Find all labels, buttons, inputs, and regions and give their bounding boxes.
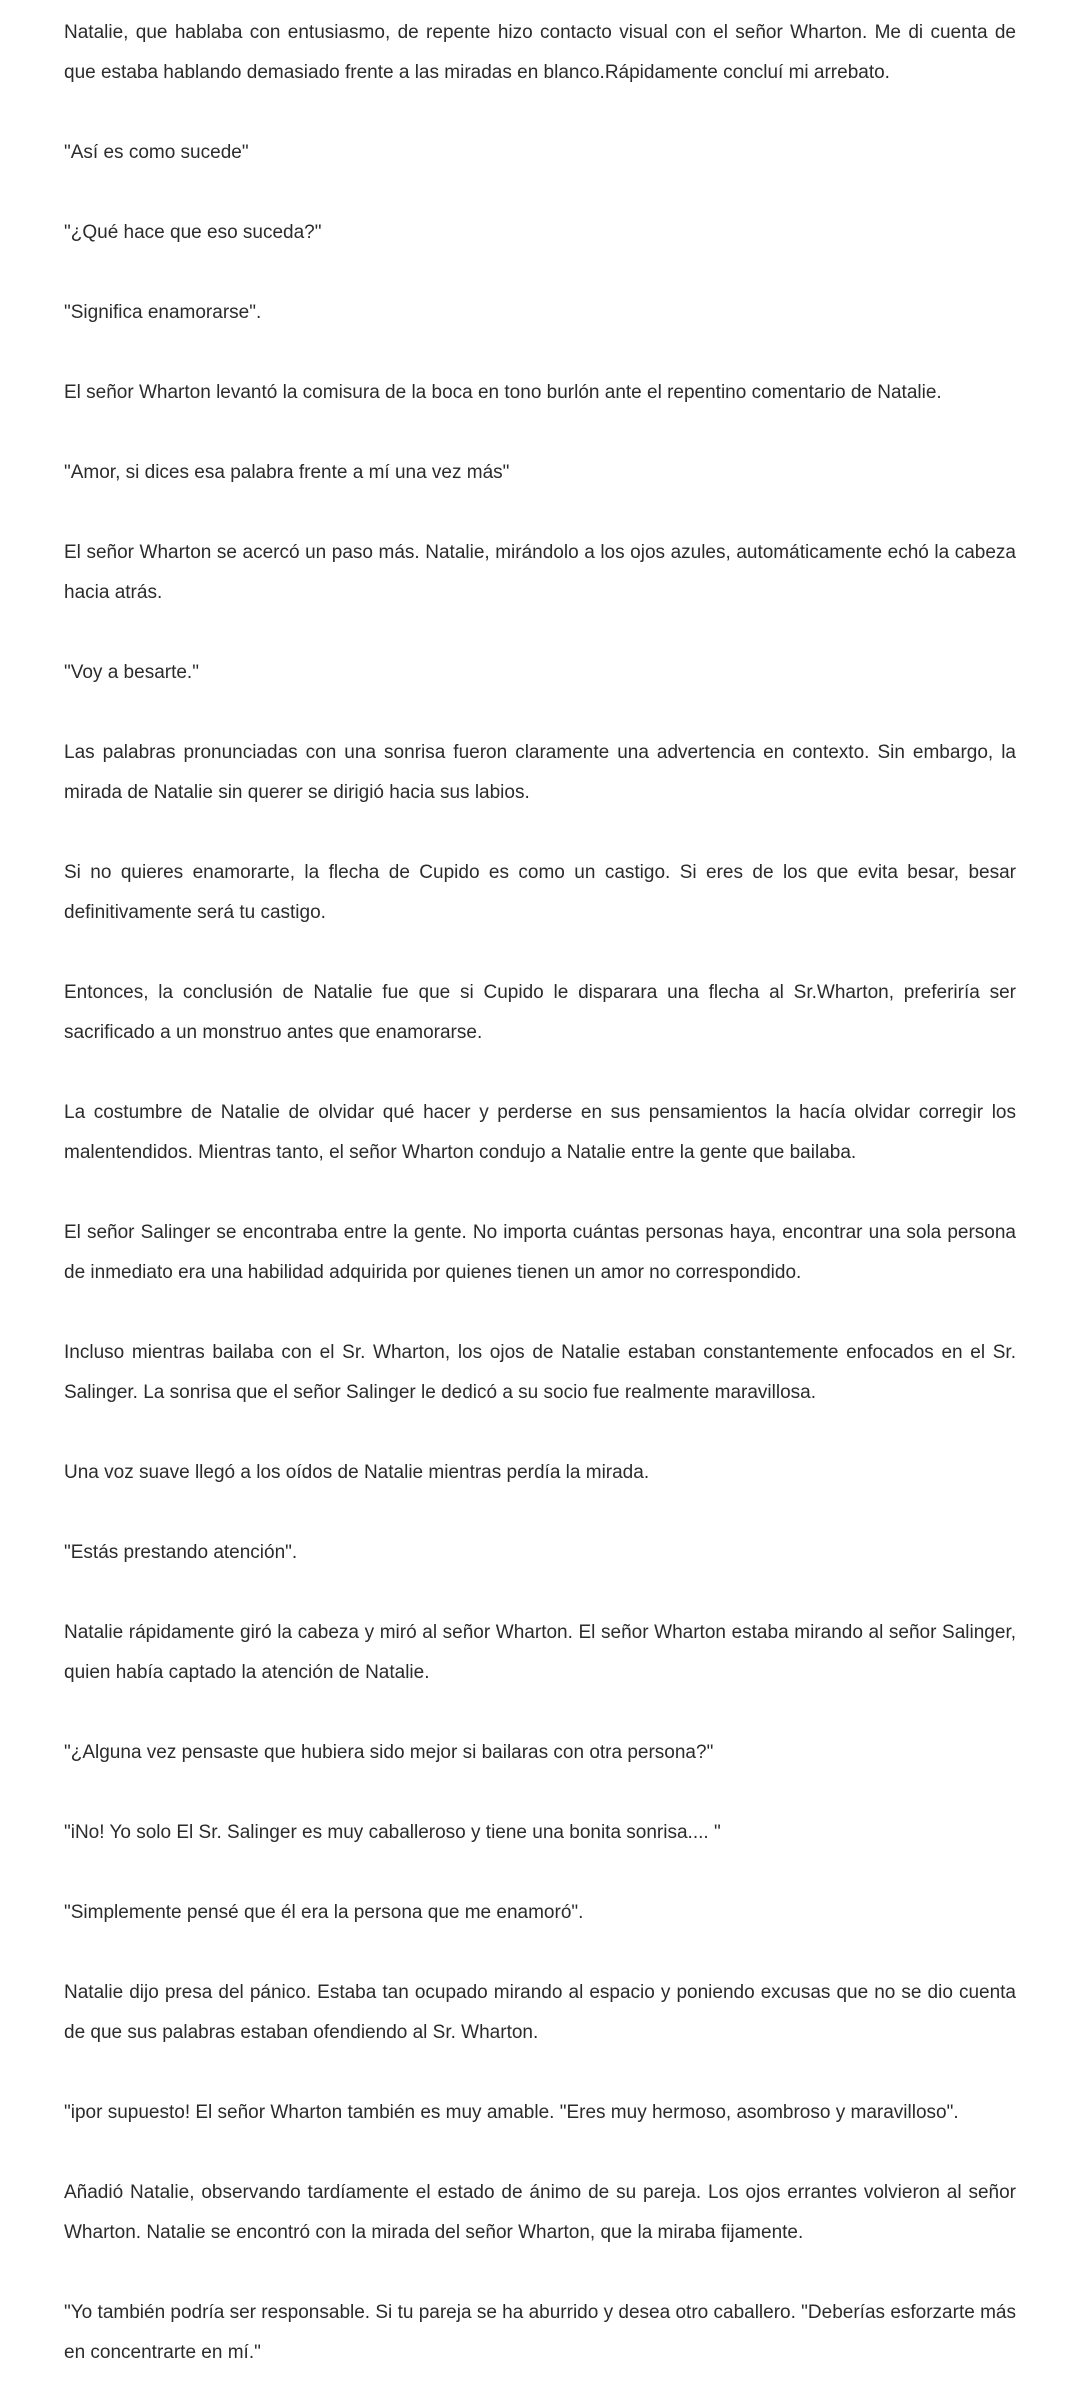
paragraph: "Voy a besarte." (64, 662, 199, 683)
paragraph: "¿Qué hace que eso suceda?" (64, 222, 322, 243)
paragraph: Las palabras pronunciadas con una sonrisa fueron claramente una advertencia en contexto. Sin embargo, la mirada de Natalie sin querer se dirigió hacia sus labios. (64, 742, 1016, 803)
paragraph: La costumbre de Natalie de olvidar qué hacer y perderse en sus pensamientos la hacía olvidar corregir los malentendidos. Mientras tanto, el señor Wharton condujo a Natalie entre la gente que bailaba. (64, 1102, 1016, 1163)
paragraph: "Significa enamorarse". (64, 302, 262, 323)
paragraph: "Así es como sucede" (64, 142, 249, 163)
paragraph: "¿Alguna vez pensaste que hubiera sido mejor si bailaras con otra persona?" (64, 1742, 714, 1763)
paragraph: El señor Wharton se acercó un paso más. Natalie, mirándolo a los ojos azules, automáticamente echó la cabeza hacia atrás. (64, 542, 1016, 603)
paragraph: Incluso mientras bailaba con el Sr. Wharton, los ojos de Natalie estaban constantemente enfocados en el Sr. Salinger. La sonrisa que el señor Salinger le dedicó a su socio fue realmente maravillosa. (64, 1342, 1016, 1403)
paragraph: "ipor supuesto! El señor Wharton también es muy amable. "Eres muy hermoso, asombroso y maravilloso". (64, 2102, 959, 2123)
paragraph: El señor Wharton levantó la comisura de la boca en tono burlón ante el repentino comentario de Natalie. (64, 382, 942, 403)
paragraph: El señor Salinger se encontraba entre la gente. No importa cuántas personas haya, encontrar una sola persona de inmediato era una habilidad adquirida por quienes tienen un amor no correspondido. (64, 1222, 1016, 1283)
paragraph: "Yo también podría ser responsable. Si tu pareja se ha aburrido y desea otro caballero. "Deberías esforzarte más en concentrarte en mí." (64, 2302, 1016, 2363)
paragraph: Una voz suave llegó a los oídos de Natalie mientras perdía la mirada. (64, 1462, 650, 1483)
paragraph: Natalie rápidamente giró la cabeza y miró al señor Wharton. El señor Wharton estaba mirando al señor Salinger, quien había captado la atención de Natalie. (64, 1622, 1016, 1683)
paragraph: Entonces, la conclusión de Natalie fue que si Cupido le disparara una flecha al Sr.Wharton, preferiría ser sacrificado a un monstruo antes que enamorarse. (64, 982, 1016, 1043)
paragraph: "Simplemente pensé que él era la persona que me enamoró". (64, 1902, 584, 1923)
paragraph: Si no quieres enamorarte, la flecha de Cupido es como un castigo. Si eres de los que evita besar, besar definitivamente será tu castigo. (64, 862, 1016, 923)
paragraph: "Amor, si dices esa palabra frente a mí una vez más" (64, 462, 510, 483)
paragraph: Añadió Natalie, observando tardíamente el estado de ánimo de su pareja. Los ojos errantes volvieron al señor Wharton. Natalie se encontró con la mirada del señor Wharton, que la miraba fijamente. (64, 2182, 1016, 2243)
paragraph: Natalie dijo presa del pánico. Estaba tan ocupado mirando al espacio y poniendo excusas que no se dio cuenta de que sus palabras estaban ofendiendo al Sr. Wharton. (64, 1982, 1016, 2043)
paragraph: Natalie, que hablaba con entusiasmo, de repente hizo contacto visual con el señor Wharton. Me di cuenta de que estaba hablando demasiado frente a las miradas en blanco.Rápidamente concluí mi arrebato. (64, 22, 1016, 83)
paragraph: "iNo! Yo solo El Sr. Salinger es muy caballeroso y tiene una bonita sonrisa.... " (64, 1822, 721, 1843)
paragraph: "Estás prestando atención". (64, 1542, 298, 1563)
